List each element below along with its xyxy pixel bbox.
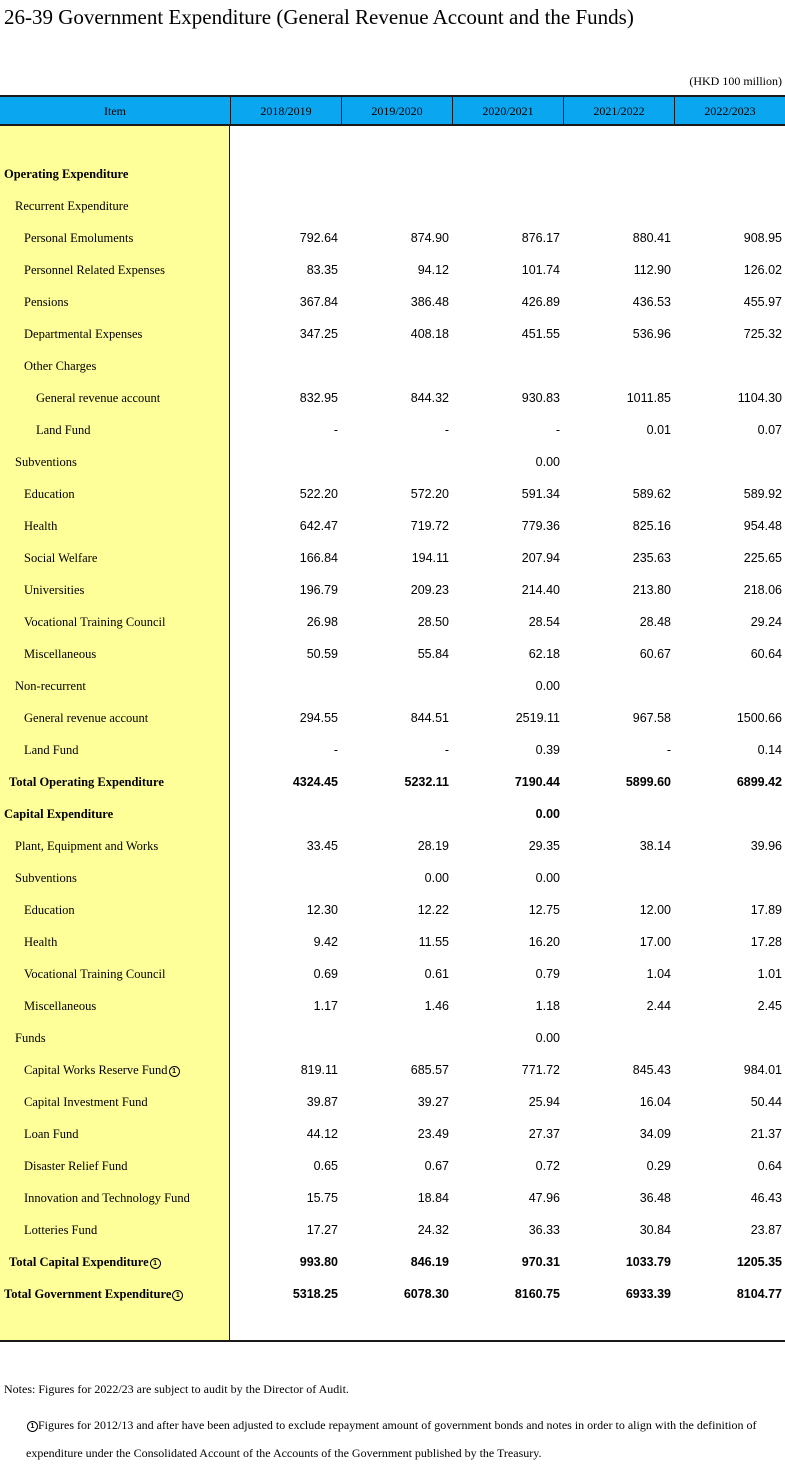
row-value: 589.62 (632, 487, 671, 501)
row-value: 455.97 (743, 295, 782, 309)
row-label-text: Plant, Equipment and Works (15, 839, 159, 853)
row-value: 6899.42 (736, 775, 782, 789)
row-value: 572.20 (410, 487, 449, 501)
row-label-text: Land Fund (24, 743, 79, 757)
row-value: 0.67 (424, 1159, 449, 1173)
row-value: 5899.60 (625, 775, 671, 789)
table-row (0, 798, 785, 830)
row-value: 23.49 (417, 1127, 449, 1141)
row-value: 225.65 (743, 551, 782, 565)
table-row (0, 190, 785, 222)
row-value: 18.84 (417, 1191, 449, 1205)
row-value: 16.20 (528, 935, 560, 949)
row-value: 60.67 (639, 647, 671, 661)
row-value: 0.00 (535, 455, 560, 469)
row-label-text: Health (24, 519, 58, 533)
row-value: 1500.66 (736, 711, 782, 725)
row-value: 6078.30 (403, 1287, 449, 1301)
row-value: 33.45 (306, 839, 338, 853)
row-value: 16.04 (639, 1095, 671, 1109)
row-value: 38.14 (639, 839, 671, 853)
table-row (0, 510, 785, 542)
row-value: 12.22 (417, 903, 449, 917)
row-label-text: Education (24, 487, 75, 501)
row-label (9, 766, 164, 798)
row-value: 15.75 (306, 1191, 338, 1205)
row-value: 60.64 (750, 647, 782, 661)
row-label-text: Personal Emoluments (24, 231, 134, 245)
row-value: 47.96 (528, 1191, 560, 1205)
row-value: 0.07 (757, 423, 782, 437)
row-value: 209.23 (410, 583, 449, 597)
row-label-text: Vocational Training Council (24, 615, 166, 629)
row-label-text: Miscellaneous (24, 999, 97, 1013)
row-value: 2.45 (757, 999, 782, 1013)
row-label-text: Subventions (15, 455, 77, 469)
row-label (4, 158, 128, 190)
row-value: 28.48 (639, 615, 671, 629)
row-value: 2519.11 (515, 711, 560, 725)
row-value: 367.84 (299, 295, 338, 309)
row-value: 30.84 (639, 1223, 671, 1237)
table-row (0, 1118, 785, 1150)
row-value: 908.95 (743, 231, 782, 245)
row-value: 426.89 (521, 295, 560, 309)
table-row (0, 158, 785, 190)
table-row (0, 1278, 785, 1310)
row-label (24, 702, 148, 734)
row-label-text: Funds (15, 1031, 46, 1045)
row-label (24, 286, 68, 318)
row-label (15, 830, 158, 862)
row-value: 50.59 (306, 647, 338, 661)
row-label-text: Capital Expenditure (4, 807, 114, 821)
row-label-text: General revenue account (24, 711, 149, 725)
row-value: 876.17 (521, 231, 560, 245)
table-row (0, 446, 785, 478)
row-value: 386.48 (410, 295, 449, 309)
row-value: - (555, 423, 560, 437)
row-value: 845.43 (632, 1063, 671, 1077)
row-value: 4324.45 (292, 775, 338, 789)
row-value: 591.34 (521, 487, 560, 501)
row-label-text: Departmental Expenses (24, 327, 143, 341)
row-value: 235.63 (632, 551, 671, 565)
table-row (0, 478, 785, 510)
notes-intro: Notes: Figures for 2022/23 are subject to audit by the Director of Audit. (4, 1382, 349, 1396)
row-value: 771.72 (521, 1063, 560, 1077)
table-row (0, 222, 785, 254)
row-value: 28.50 (417, 615, 449, 629)
footnote-1 (26, 1411, 776, 1467)
row-value: - (333, 423, 338, 437)
row-value: 846.19 (410, 1255, 449, 1269)
row-value: 685.57 (410, 1063, 449, 1077)
row-value: 196.79 (299, 583, 338, 597)
row-value: 194.11 (411, 551, 449, 565)
footnote-marker-icon: 1 (172, 1290, 183, 1301)
row-label-text: Universities (24, 583, 85, 597)
row-value: 1.46 (424, 999, 449, 1013)
footnote-1-text: Figures for 2012/13 and after have been adjusted to exclude repayment amount of government bonds and notes in order to align with the definition of expenditure under the Consolidated Account of the Accounts of the Government published by the Treasury. (26, 1418, 757, 1460)
row-value: 50.44 (750, 1095, 782, 1109)
row-label (24, 574, 84, 606)
row-value: 993.80 (299, 1255, 338, 1269)
row-value: 126.02 (743, 263, 782, 277)
row-value: 0.00 (535, 871, 560, 885)
row-value: 832.95 (299, 391, 338, 405)
table-row (0, 990, 785, 1022)
row-label (24, 222, 133, 254)
header-year: 2022/2023 (674, 97, 785, 124)
page-title: 26-39 Government Expenditure (General Revenue Account and the Funds) (4, 5, 634, 29)
row-value: 436.53 (632, 295, 671, 309)
row-label-text: Total Capital Expenditure (9, 1255, 149, 1269)
row-value: 112.90 (633, 263, 671, 277)
row-value: 725.32 (743, 327, 782, 341)
row-value: 844.32 (410, 391, 449, 405)
row-value: 28.19 (417, 839, 449, 853)
row-value: 0.39 (535, 743, 560, 757)
row-value: 27.37 (528, 1127, 560, 1141)
row-value: 214.40 (521, 583, 560, 597)
row-value: 0.64 (757, 1159, 782, 1173)
row-label (15, 670, 86, 702)
row-value: 0.00 (424, 871, 449, 885)
row-label (15, 446, 77, 478)
row-label (9, 1246, 161, 1278)
row-value: 719.72 (410, 519, 449, 533)
row-label-text: Education (24, 903, 75, 917)
table-row (0, 1086, 785, 1118)
row-value: - (333, 743, 338, 757)
row-label-text: Total Operating Expenditure (9, 775, 164, 789)
row-label (24, 638, 96, 670)
row-value: 21.37 (750, 1127, 782, 1141)
table-row (0, 286, 785, 318)
row-value: 779.36 (521, 519, 560, 533)
row-label (36, 414, 91, 446)
unit-label: (HKD 100 million) (689, 74, 782, 88)
row-label (24, 894, 75, 926)
table-row (0, 1182, 785, 1214)
row-value: 0.61 (424, 967, 449, 981)
row-value: 17.89 (750, 903, 782, 917)
table-row (0, 1150, 785, 1182)
row-label (24, 1214, 97, 1246)
row-value: 1205.35 (736, 1255, 782, 1269)
row-value: 0.01 (646, 423, 671, 437)
table-row (0, 830, 785, 862)
row-value: 522.20 (299, 487, 338, 501)
footnote-marker-icon: 1 (27, 1421, 38, 1432)
row-label (15, 1022, 46, 1054)
row-value: 1.01 (757, 967, 782, 981)
row-value: 970.31 (521, 1255, 560, 1269)
table-bottom-border (0, 1340, 785, 1342)
row-label-text: Operating Expenditure (4, 167, 129, 181)
table-row (0, 670, 785, 702)
row-value: 5232.11 (404, 775, 449, 789)
table-row (0, 1214, 785, 1246)
row-value: 0.29 (646, 1159, 671, 1173)
row-value: 12.00 (639, 903, 671, 917)
row-value: 8104.77 (736, 1287, 782, 1301)
row-value: 408.18 (410, 327, 449, 341)
row-value: 12.75 (528, 903, 560, 917)
row-label-text: Land Fund (36, 423, 91, 437)
row-label-text: General revenue account (36, 391, 161, 405)
row-label (15, 190, 129, 222)
table-row (0, 574, 785, 606)
row-label-text: Social Welfare (24, 551, 98, 565)
table-row (0, 1054, 785, 1086)
row-value: 0.00 (535, 1031, 560, 1045)
row-value: 55.84 (417, 647, 449, 661)
row-label-text: Non-recurrent (15, 679, 86, 693)
row-value: 23.87 (750, 1223, 782, 1237)
row-label-text: Capital Works Reserve Fund (24, 1063, 168, 1077)
row-value: 1033.79 (625, 1255, 671, 1269)
row-value: 213.80 (632, 583, 671, 597)
table-row (0, 958, 785, 990)
row-value: 0.00 (535, 679, 560, 693)
header-item: Item (104, 104, 126, 118)
row-value: 83.35 (306, 263, 338, 277)
row-value: - (444, 423, 449, 437)
row-label (24, 542, 97, 574)
row-value: 39.87 (306, 1095, 338, 1109)
table-row (0, 894, 785, 926)
table-row (0, 926, 785, 958)
table-row (0, 254, 785, 286)
row-value: 24.32 (417, 1223, 449, 1237)
row-value: 1104.30 (737, 391, 782, 405)
row-label-text: Loan Fund (24, 1127, 79, 1141)
row-label (36, 382, 160, 414)
header-year: 2020/2021 (452, 97, 563, 124)
row-value: 0.00 (535, 807, 560, 821)
table-row (0, 606, 785, 638)
row-label (4, 798, 113, 830)
row-label (24, 478, 75, 510)
table-row (0, 542, 785, 574)
row-value: 536.96 (632, 327, 671, 341)
row-value: 6933.39 (625, 1287, 671, 1301)
row-label-text: Lotteries Fund (24, 1223, 98, 1237)
table-row (0, 1246, 785, 1278)
row-value: 1.17 (313, 999, 338, 1013)
footnote-marker-icon: 1 (150, 1258, 161, 1269)
row-label (24, 350, 96, 382)
row-value: - (666, 743, 671, 757)
row-label (24, 958, 165, 990)
header-year: 2021/2022 (563, 97, 674, 124)
row-value: 9.42 (313, 935, 338, 949)
row-label (24, 1182, 190, 1214)
row-value: 17.28 (750, 935, 782, 949)
row-value: 166.84 (299, 551, 338, 565)
row-value: 8160.75 (514, 1287, 560, 1301)
row-value: 36.33 (528, 1223, 560, 1237)
row-value: 954.48 (743, 519, 782, 533)
row-value: 25.94 (528, 1095, 560, 1109)
row-value: 0.72 (535, 1159, 560, 1173)
row-label (24, 510, 57, 542)
row-value: 874.90 (410, 231, 449, 245)
row-label-text: Disaster Relief Fund (24, 1159, 128, 1173)
row-value: 94.12 (417, 263, 449, 277)
row-value: 44.12 (306, 1127, 338, 1141)
table-row (0, 766, 785, 798)
row-value: 29.35 (528, 839, 560, 853)
table-row (0, 702, 785, 734)
row-value: 294.55 (299, 711, 338, 725)
expenditure-table (0, 95, 785, 1342)
header-year: 2019/2020 (341, 97, 452, 124)
row-value: 984.01 (743, 1063, 782, 1077)
row-value: 0.14 (757, 743, 782, 757)
row-label (24, 1086, 148, 1118)
row-value: 101.74 (521, 263, 560, 277)
table-row (0, 414, 785, 446)
row-value: 7190.44 (514, 775, 560, 789)
row-value: 451.55 (521, 327, 560, 341)
row-value: 218.06 (743, 583, 782, 597)
table-row (0, 382, 785, 414)
row-value: 12.30 (306, 903, 338, 917)
row-value: 207.94 (521, 551, 560, 565)
row-label (24, 1054, 180, 1086)
row-label (15, 862, 77, 894)
row-value: 880.41 (632, 231, 671, 245)
table-row (0, 862, 785, 894)
row-value: 0.65 (313, 1159, 338, 1173)
row-label-text: Total Government Expenditure (4, 1287, 172, 1301)
row-label-text: Pensions (24, 295, 69, 309)
row-label-text: Miscellaneous (24, 647, 97, 661)
row-value: 1.04 (646, 967, 671, 981)
footnote-marker-icon: 1 (169, 1066, 180, 1077)
row-value: 1.18 (535, 999, 560, 1013)
row-value: 17.27 (306, 1223, 338, 1237)
row-label (24, 926, 57, 958)
row-value: 5318.25 (292, 1287, 338, 1301)
row-label (24, 254, 165, 286)
row-label-text: Recurrent Expenditure (15, 199, 129, 213)
row-value: 2.44 (646, 999, 671, 1013)
row-value: 825.16 (632, 519, 671, 533)
table-header (0, 95, 785, 126)
row-label-text: Capital Investment Fund (24, 1095, 148, 1109)
row-value: 819.11 (300, 1063, 338, 1077)
row-label (24, 734, 79, 766)
row-value: 62.18 (528, 647, 560, 661)
row-value: 39.27 (417, 1095, 449, 1109)
row-label-text: Other Charges (24, 359, 97, 373)
row-label (24, 1150, 127, 1182)
row-value: 930.83 (521, 391, 560, 405)
row-label-text: Innovation and Technology Fund (24, 1191, 190, 1205)
table-row (0, 350, 785, 382)
row-value: 589.92 (743, 487, 782, 501)
row-value: 46.43 (750, 1191, 782, 1205)
row-value: 0.69 (313, 967, 338, 981)
row-value: 34.09 (639, 1127, 671, 1141)
row-label-text: Personnel Related Expenses (24, 263, 165, 277)
row-value: 28.54 (528, 615, 560, 629)
row-label (4, 1278, 183, 1310)
row-value: 347.25 (299, 327, 338, 341)
row-label (24, 606, 165, 638)
row-value: 1011.85 (626, 391, 671, 405)
header-year: 2018/2019 (230, 97, 341, 124)
row-value: 39.96 (750, 839, 782, 853)
row-value: 967.58 (632, 711, 671, 725)
row-label (24, 990, 96, 1022)
row-value: 36.48 (639, 1191, 671, 1205)
row-value: 0.79 (535, 967, 560, 981)
table-row (0, 318, 785, 350)
row-value: 26.98 (306, 615, 338, 629)
row-label (24, 1118, 79, 1150)
row-value: 642.47 (299, 519, 338, 533)
row-value: 792.64 (299, 231, 338, 245)
table-row (0, 734, 785, 766)
row-label-text: Vocational Training Council (24, 967, 166, 981)
row-label-text: Subventions (15, 871, 77, 885)
row-value: - (444, 743, 449, 757)
row-value: 844.51 (410, 711, 449, 725)
row-value: 11.55 (418, 935, 449, 949)
row-label (24, 318, 142, 350)
table-row (0, 1022, 785, 1054)
row-label-text: Health (24, 935, 58, 949)
row-value: 17.00 (639, 935, 671, 949)
row-value: 29.24 (750, 615, 782, 629)
table-row (0, 638, 785, 670)
